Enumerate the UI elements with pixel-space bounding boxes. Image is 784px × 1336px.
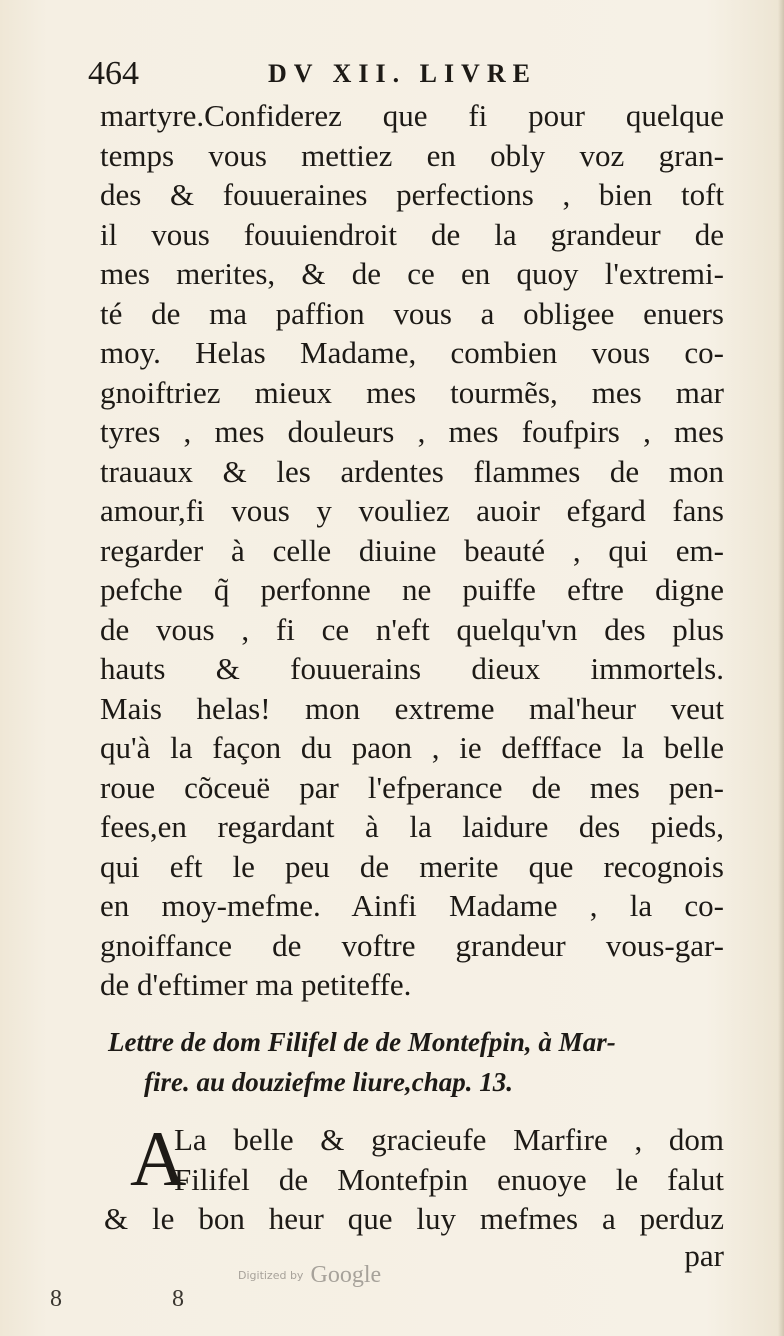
- watermark-digitized-text: Digitized by: [238, 1269, 304, 1282]
- page-edge-shadow: [778, 0, 784, 1336]
- text-line: il vous fouuiendroit de la grandeur de: [100, 216, 724, 252]
- letter-heading: [108, 1022, 724, 1102]
- text-line: qu'à la façon du paon , ie deffface la belle: [100, 730, 724, 765]
- body-text: [100, 96, 724, 1005]
- watermark-google-text: Google: [310, 1262, 382, 1288]
- text-line: Filifel de Montefpin enuoye le falut: [174, 1161, 724, 1197]
- text-line: qui eft le peu de merite que recognois: [100, 848, 724, 884]
- text-line: hauts & fouuerains dieux immortels.: [100, 651, 724, 686]
- running-head: [88, 52, 728, 96]
- text-line: martyre.Confiderez que fi pour quelque: [100, 98, 724, 133]
- text-line: de d'eftimer ma petiteffe.: [100, 967, 412, 1002]
- drop-cap: A: [130, 1115, 187, 1202]
- page-number: 464: [88, 55, 139, 92]
- text-line: temps vous mettiez en obly voz gran-: [100, 137, 724, 173]
- heading-line: Lettre de dom Filifel de de Montefpin, à Mar-: [108, 1027, 616, 1057]
- text-line: té de ma paffion vous a obligee enuers: [100, 295, 724, 331]
- text-line: & le bon heur que luy mefmes a perduz: [104, 1201, 724, 1236]
- text-line: mes merites, & de ce en quoy l'extremi-: [100, 256, 724, 291]
- text-line: de vous , fi ce n'eft quelqu'vn des plus: [100, 611, 724, 647]
- text-line: gnoiffance de voftre grandeur vous-gar-: [100, 927, 724, 963]
- text-line: pefche q̃ perfonne ne puiffe eftre digne: [100, 572, 724, 607]
- text-line: gnoiftriez mieux mes tourmẽs, mes mar: [100, 374, 724, 410]
- text-line: roue cõceuë par l'efperance de mes pen-: [100, 769, 724, 805]
- text-line: tyres , mes douleurs , mes foufpirs , mes: [100, 414, 724, 449]
- text-line: des & fouueraines perfections , bien toft: [100, 177, 724, 212]
- text-line: fees,en regardant à la laidure des pieds,: [100, 809, 724, 844]
- text-line: en moy-mefme. Ainfi Madame , la co-: [100, 888, 724, 923]
- signature-mark-left: 8: [50, 1286, 62, 1312]
- text-line: moy. Helas Madame, combien vous co-: [100, 335, 724, 370]
- digitization-watermark: [238, 1262, 381, 1289]
- text-line: La belle & gracieufe Marfire , dom: [174, 1122, 724, 1157]
- heading-line: fire. au douziefme liure,chap. 13.: [144, 1067, 513, 1097]
- letter-text: [104, 1115, 724, 1239]
- catchword: par: [684, 1238, 724, 1273]
- running-title: DV XII. LIVRE: [268, 59, 537, 88]
- text-line: trauaux & les ardentes flammes de mon: [100, 453, 724, 489]
- text-line: Mais helas! mon extreme mal'heur veut: [100, 690, 724, 726]
- text-line: regarder à celle diuine beauté , qui em-: [100, 532, 724, 568]
- text-line: amour,fi vous y vouliez auoir efgard fans: [100, 493, 724, 528]
- signature-mark-right: 8: [172, 1286, 184, 1312]
